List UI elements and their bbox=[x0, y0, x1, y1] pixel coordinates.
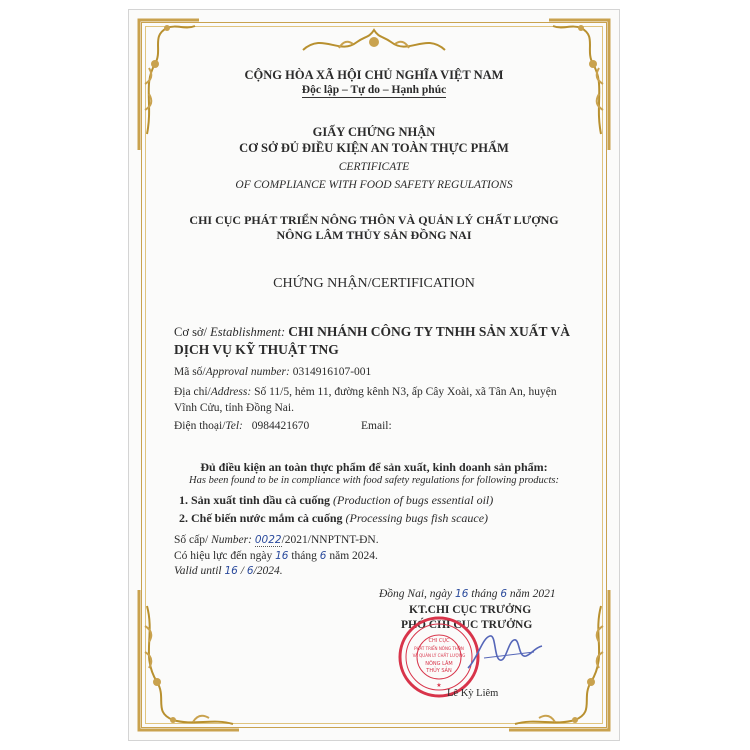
compliance-en: Has been found to be in compliance with food safety regulations for following products: bbox=[189, 475, 559, 486]
approval-row bbox=[174, 366, 371, 378]
signing-day: 16 bbox=[455, 588, 469, 600]
establishment-label-vi: Cơ sở/ bbox=[174, 325, 208, 339]
title-en-line2: OF COMPLIANCE WITH FOOD SAFETY REGULATIONS bbox=[235, 179, 513, 191]
valid-until-day: 16 bbox=[224, 565, 238, 577]
valid-until-row bbox=[174, 565, 283, 577]
signing-place: Đồng Nai, ngày bbox=[379, 588, 453, 600]
validity-month-word: tháng bbox=[291, 550, 317, 562]
address-label-vi: Địa chỉ/ bbox=[174, 386, 211, 398]
stamp-text-line3: VÀ QUẢN LÝ CHẤT LƯỢNG bbox=[412, 653, 466, 658]
establishment-name-line1: CHI NHÁNH CÔNG TY TNHH SẢN XUẤT VÀ bbox=[288, 324, 570, 339]
valid-until-month: 6 bbox=[246, 565, 254, 577]
validity-row bbox=[174, 550, 378, 562]
number-label-vi: Số cấp/ bbox=[174, 534, 209, 546]
establishment-name-line2: DỊCH VỤ KỸ THUẬT TNG bbox=[174, 342, 339, 357]
phone-label-vi: Điện thoại/ bbox=[174, 420, 226, 432]
approval-value: 0314916107-001 bbox=[292, 366, 372, 378]
product-item bbox=[179, 493, 493, 508]
signer-name: Lê Kỳ Liêm bbox=[447, 688, 499, 699]
title-en-line1: CERTIFICATE bbox=[338, 161, 410, 173]
signing-month: 6 bbox=[500, 588, 508, 600]
signing-date-row bbox=[379, 588, 556, 600]
number-row bbox=[174, 534, 379, 546]
certificate-sheet bbox=[128, 9, 620, 741]
product-name-en: (Processing bugs fish scauce) bbox=[345, 511, 489, 525]
signing-month-word: tháng bbox=[471, 588, 498, 600]
agency-line1: CHI CỤC PHÁT TRIỂN NÔNG THÔN VÀ QUẢN LÝ CHẤT LƯỢNG bbox=[189, 213, 559, 227]
product-name-vi: Chế biến nước mắm cà cuống bbox=[191, 511, 343, 525]
stamp-text-line4: NÔNG LÂM bbox=[425, 661, 453, 667]
ornament-corner-bottom-left bbox=[133, 586, 243, 736]
certification-heading: CHỨNG NHẬN/CERTIFICATION bbox=[273, 276, 475, 291]
product-item bbox=[179, 511, 488, 526]
establishment-row bbox=[174, 324, 570, 340]
number-label-en: Number: bbox=[211, 534, 252, 546]
phone-row bbox=[174, 420, 309, 432]
address-row bbox=[174, 386, 557, 398]
number-rest: /2021/NNPTNT-ĐN. bbox=[281, 534, 379, 546]
title-vi-line2: CƠ SỞ ĐỦ ĐIỀU KIỆN AN TOÀN THỰC PHẨM bbox=[239, 141, 509, 155]
valid-until-year: /2024. bbox=[253, 565, 283, 577]
validity-prefix: Có hiệu lực đến ngày bbox=[174, 550, 273, 562]
approval-label-vi: Mã số/ bbox=[174, 366, 206, 378]
agency-line2: NÔNG LÂM THỦY SẢN ĐỒNG NAI bbox=[276, 228, 472, 242]
valid-until-sep: / bbox=[240, 565, 244, 577]
motto bbox=[129, 84, 619, 96]
stamp-star: ★ bbox=[436, 683, 442, 689]
address-line2: Vĩnh Cửu, tỉnh Đồng Nai. bbox=[174, 402, 294, 414]
compliance-vi: Đủ điều kiện an toàn thực phẩm để sản xuất, kinh doanh sản phẩm: bbox=[200, 460, 548, 474]
phone-label-en: Tel: bbox=[225, 420, 243, 432]
validity-month: 6 bbox=[319, 550, 327, 562]
email-label: Email: bbox=[361, 420, 392, 432]
stamp-text-line2: PHÁT TRIỂN NÔNG THÔN bbox=[414, 646, 464, 651]
number-handwritten: 0022 bbox=[254, 534, 282, 546]
approval-label-en: Approval number: bbox=[205, 366, 290, 378]
signing-role1: KT.CHI CỤC TRƯỞNG bbox=[409, 604, 532, 616]
address-line1: Số 11/5, hẻm 11, đường kênh N3, ấp Cây Xoài, xã Tân An, huyện bbox=[254, 386, 557, 398]
signing-role2: PHÓ CHI CỤC TRƯỞNG bbox=[401, 619, 533, 631]
signature bbox=[464, 628, 544, 676]
product-name-en: (Production of bugs essential oil) bbox=[333, 493, 494, 507]
validity-day: 16 bbox=[275, 550, 289, 562]
motto-text: Độc lập – Tự do – Hạnh phúc bbox=[301, 84, 447, 96]
country-header: CỘNG HÒA XÃ HỘI CHỦ NGHĨA VIỆT NAM bbox=[244, 68, 504, 82]
address-label-en: Address: bbox=[210, 386, 252, 398]
validity-year: năm 2024. bbox=[329, 550, 378, 562]
valid-until-label: Valid until bbox=[174, 565, 222, 577]
stamp-text-line1: CHI CỤC bbox=[428, 638, 450, 644]
signing-year: năm 2021 bbox=[509, 588, 556, 600]
ornament-top-center bbox=[299, 26, 449, 60]
product-number: 2. bbox=[179, 511, 188, 525]
product-name-vi: Sản xuất tinh dầu cà cuống bbox=[191, 493, 331, 507]
product-number: 1. bbox=[179, 493, 188, 507]
title-vi-line1: GIẤY CHỨNG NHẬN bbox=[312, 125, 436, 139]
stamp-text-line5: THỦY SẢN bbox=[426, 668, 452, 674]
phone-value: 0984421670 bbox=[251, 420, 310, 432]
establishment-label-en: Establishment: bbox=[210, 325, 286, 339]
